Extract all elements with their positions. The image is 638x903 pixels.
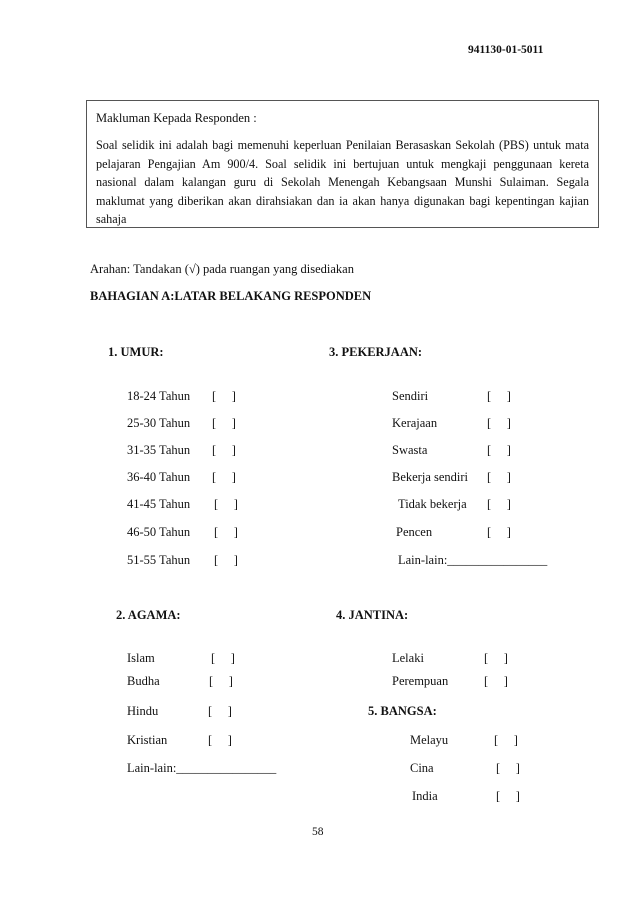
religion-checkbox[interactable]: [ ]	[208, 733, 232, 747]
race-checkbox[interactable]: [ ]	[496, 761, 520, 775]
occupation-option: Bekerja sendiri	[392, 470, 469, 484]
occupation-option: Pencen	[396, 525, 433, 539]
occupation-checkbox[interactable]: [ ]	[487, 416, 511, 430]
religion-checkbox[interactable]: [ ]	[208, 704, 232, 718]
question-race-label: 5. BANGSA:	[368, 704, 437, 718]
age-option: 31-35 Tahun	[127, 443, 191, 457]
occupation-checkbox[interactable]: [ ]	[487, 389, 511, 403]
age-checkbox[interactable]: [ ]	[214, 525, 238, 539]
age-option: 41-45 Tahun	[127, 497, 191, 511]
occupation-checkbox[interactable]: [ ]	[487, 470, 511, 484]
question-gender-label: 4. JANTINA:	[336, 608, 409, 622]
question-age-label: 1. UMUR:	[108, 345, 164, 359]
occupation-checkbox[interactable]: [ ]	[487, 443, 511, 457]
section-title: BAHAGIAN A:LATAR BELAKANG RESPONDEN	[90, 289, 372, 303]
age-option: 51-55 Tahun	[127, 553, 191, 567]
notice-title: Makluman Kepada Responden :	[96, 111, 257, 125]
occupation-checkbox[interactable]: [ ]	[487, 525, 511, 539]
occupation-option: Kerajaan	[392, 416, 438, 430]
gender-option: Perempuan	[392, 674, 449, 688]
age-checkbox[interactable]: [ ]	[214, 553, 238, 567]
question-occupation-label: 3. PEKERJAAN:	[329, 345, 423, 359]
race-option: Melayu	[410, 733, 449, 747]
occupation-option: Tidak bekerja	[398, 497, 467, 511]
religion-option: Islam	[127, 651, 155, 665]
occupation-option: Swasta	[392, 443, 428, 457]
age-option: 18-24 Tahun	[127, 389, 191, 403]
age-option: 46-50 Tahun	[127, 525, 191, 539]
religion-other-field[interactable]: Lain-lain:________________	[127, 761, 277, 775]
instruction-text: Arahan: Tandakan (√) pada ruangan yang disediakan	[90, 262, 354, 276]
age-checkbox[interactable]: [ ]	[212, 443, 236, 457]
question-religion-label: 2. AGAMA:	[116, 608, 181, 622]
age-option: 25-30 Tahun	[127, 416, 191, 430]
race-option: India	[412, 789, 438, 803]
race-checkbox[interactable]: [ ]	[496, 789, 520, 803]
document-code: 941130-01-5011	[468, 44, 544, 56]
race-option: Cina	[410, 761, 434, 775]
respondent-notice-box	[86, 100, 599, 228]
gender-checkbox[interactable]: [ ]	[484, 674, 508, 688]
page-number: 58	[312, 826, 324, 838]
gender-option: Lelaki	[392, 651, 424, 665]
age-checkbox[interactable]: [ ]	[212, 416, 236, 430]
religion-option: Kristian	[127, 733, 168, 747]
occupation-option: Sendiri	[392, 389, 429, 403]
religion-option: Budha	[127, 674, 160, 688]
notice-body: Soal selidik ini adalah bagi memenuhi keperluan Penilaian Berasaskan Sekolah (PBS) untuk mata pelajaran Pengajian Am 900/4. Soal selidik ini bertujuan untuk mengkaji penggunaan kereta nasional dalam kalangan guru di Sekolah Menengah Kebangsaan Munshi Sulaiman. Segala maklumat yang diberikan akan dirahsiakan dan ia akan hanya digunakan bagi kepentingan kajian sahaja	[96, 138, 589, 227]
age-checkbox[interactable]: [ ]	[212, 389, 236, 403]
age-checkbox[interactable]: [ ]	[212, 470, 236, 484]
religion-option: Hindu	[127, 704, 159, 718]
race-checkbox[interactable]: [ ]	[494, 733, 518, 747]
age-option: 36-40 Tahun	[127, 470, 191, 484]
religion-checkbox[interactable]: [ ]	[211, 651, 235, 665]
occupation-checkbox[interactable]: [ ]	[487, 497, 511, 511]
gender-checkbox[interactable]: [ ]	[484, 651, 508, 665]
age-checkbox[interactable]: [ ]	[214, 497, 238, 511]
religion-checkbox[interactable]: [ ]	[209, 674, 233, 688]
occupation-other-field[interactable]: Lain-lain:________________	[398, 553, 548, 567]
